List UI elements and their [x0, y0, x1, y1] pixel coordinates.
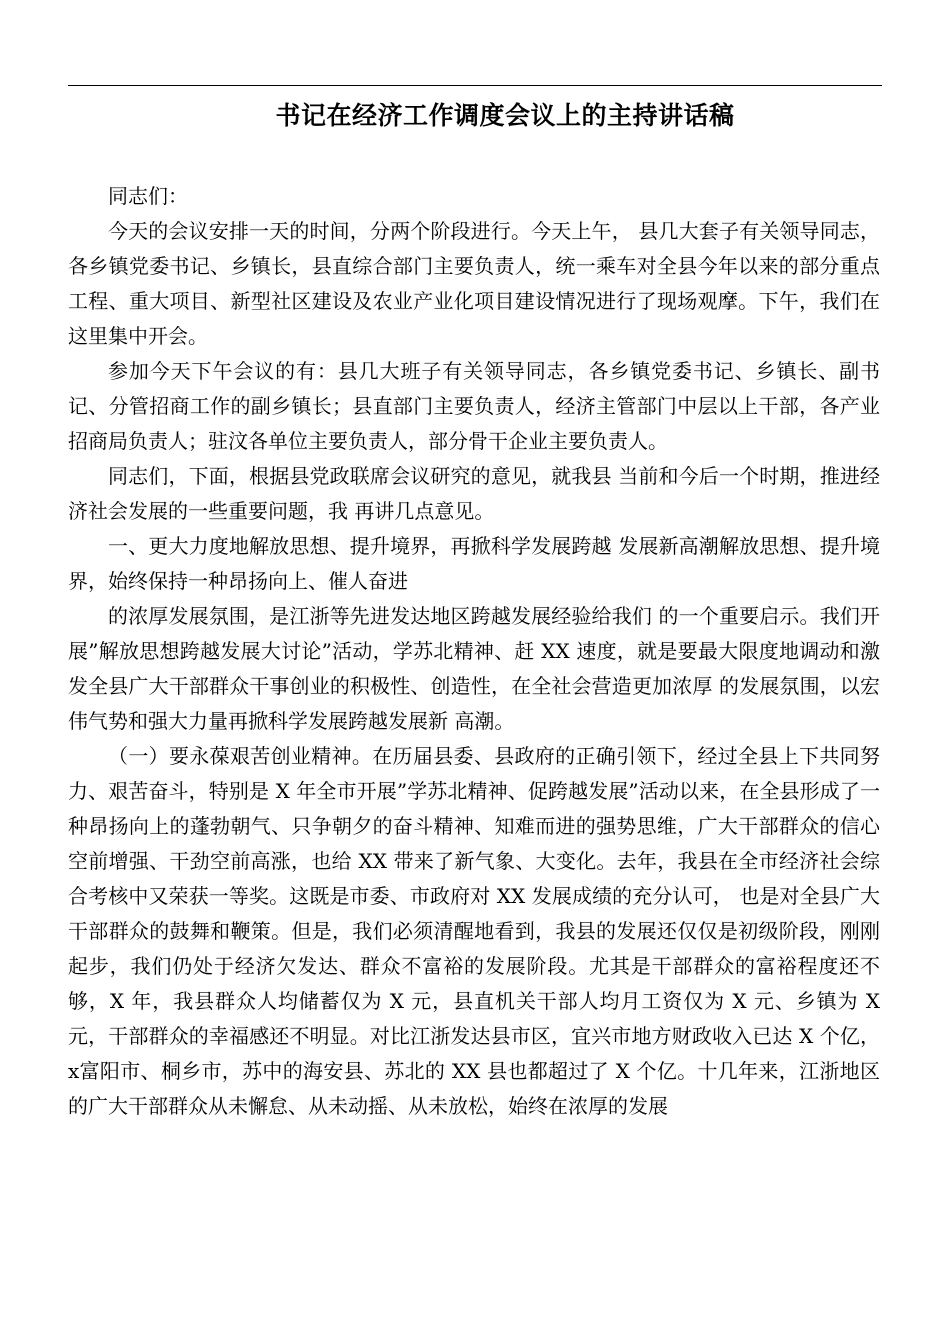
document-body: [68, 179, 880, 1124]
document-title: 书记在经济工作调度会议上的主持讲话稿: [275, 101, 735, 130]
body-paragraph: 今天的会议安排一天的时间，分两个阶段进行。今天上午， 县几大套子有关领导同志，各乡镇党委书记、乡镇长，县直综合部门主要负责人，统一乘车对全县今年以来的部分重点工程、重大项目、新型社区建设及农业产业化项目建设情况进行了现场观摩。下午，我们在这里集中开会。: [68, 219, 880, 348]
salutation: 同志们：: [108, 184, 188, 208]
body-paragraph: 同志们，下面，根据县党政联席会议研究的意见，就我县 当前和今后一个时期，推进经济社会发展的一些重要问题，我 再讲几点意见。: [68, 464, 880, 523]
body-paragraph: 的浓厚发展氛围，是江浙等先进发达地区跨越发展经验给我们 的一个重要启示。我们开展”解放思想跨越发展大讨论”活动，学苏北精神、赶 XX 速度，就是要最大限度地调动和激发全县广大干部群众干事创业的积极性、创造性，在全社会营造更加浓厚 的发展氛围，以宏伟气势和强大力量再掀科学发展跨越发展新 高潮。: [68, 604, 880, 733]
header-rule: [68, 85, 882, 86]
section-heading-paragraph: 一、更大力度地解放思想、提升境界，再掀科学发展跨越 发展新高潮解放思想、提升境界，始终保持一种昂扬向上、催人奋进: [68, 534, 880, 593]
subsection-paragraph: （一）要永葆艰苦创业精神。在历届县委、县政府的正确引领下，经过全县上下共同努力、艰苦奋斗，特别是 X 年全市开展”学苏北精神、促跨越发展”活动以来，在全县形成了一种昂扬向上的蓬勃朝气、只争朝夕的奋斗精神、知难而进的强势思维，广大干部群众的信心空前增强、干劲空前高涨，也给 XX 带来了新气象、大变化。去年，我县在全市经济社会综合考核中又荣获一等奖。这既是市委、市政府对 XX 发展成绩的充分认可， 也是对全县广大干部群众的鼓舞和鞭策。但是，我们必须清醒地看到，我县的发展还仅仅是初级阶段，刚刚起步，我们仍处于经济欠发达、群众不富裕的发展阶段。尤其是干部群众的富裕程度还不够，X 年，我县群众人均储蓄仅为 X 元，县直机关干部人均月工资仅为 X 元、乡镇为 X 元，干部群众的幸福感还不明显。对比江浙发达县市区，宜兴市地方财政收入已达 X 个亿，x富阳市、桐乡市，苏中的海安县、苏北的 XX 县也都超过了 X 个亿。十几年来，江浙地区的广大干部群众从未懈怠、从未动摇、从未放松，始终在浓厚的发展: [68, 744, 880, 1118]
body-paragraph: 参加今天下午会议的有：县几大班子有关领导同志，各乡镇党委书记、乡镇长、副书记、分管招商工作的副乡镇长；县直部门主要负责人，经济主管部门中层以上干部，各产业招商局负责人；驻汶各单位主要负责人，部分骨干企业主要负责人。: [68, 359, 880, 453]
